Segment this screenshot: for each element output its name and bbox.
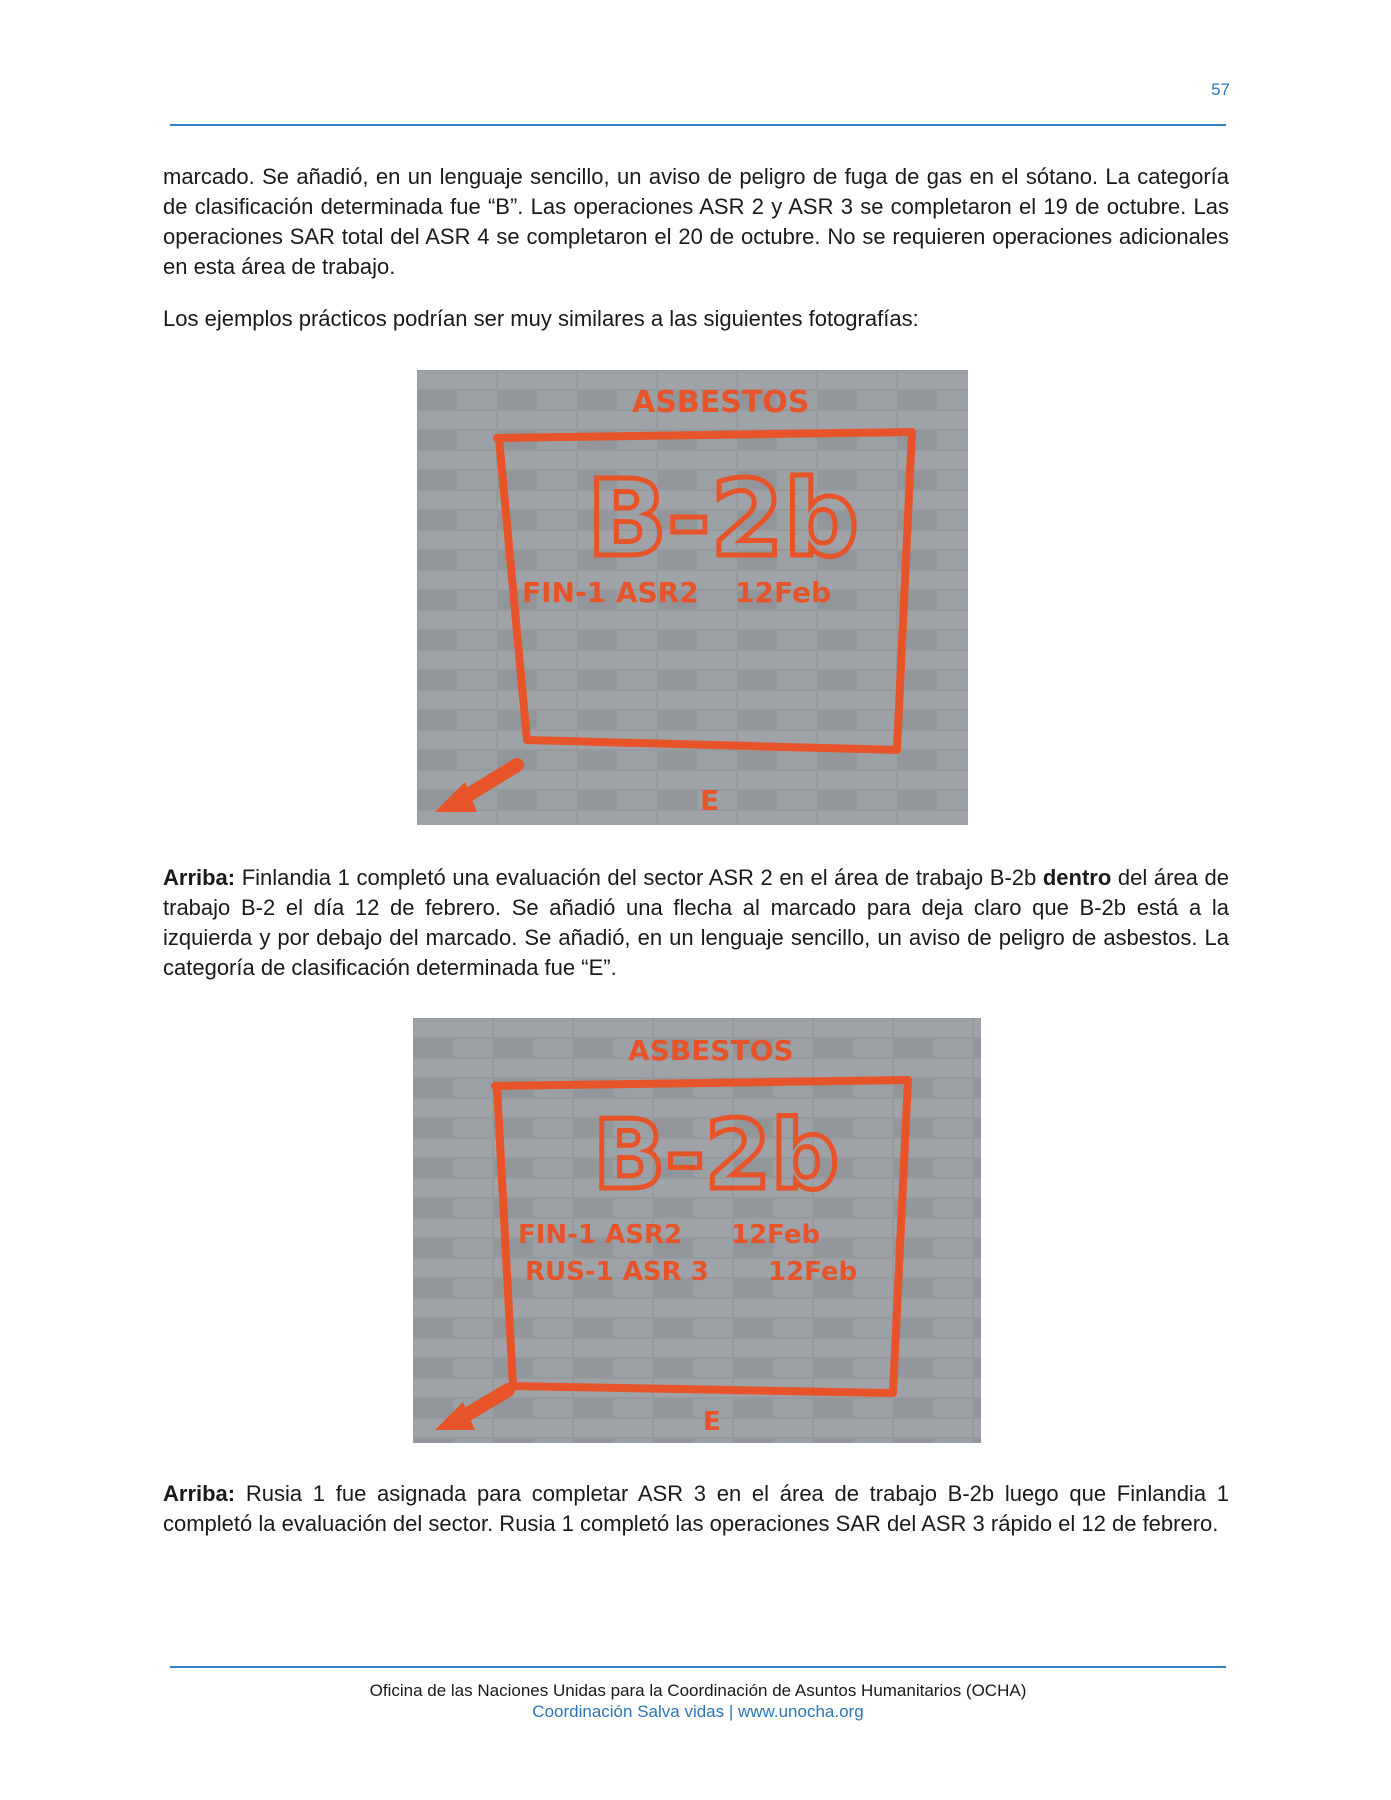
paragraph-intro: marcado. Se añadió, en un lenguaje sencillo, un aviso de peligro de fuga de gas en el sótano. La categoría de clasificación determinada fue “B”. Las operaciones ASR 2 y ASR 3 se completaron el 19 de octubre. Las operaciones SAR total del ASR 4 se completaron el 20 de octubre. No se requieren operaciones adicionales en esta área de trabajo.: [163, 164, 1229, 279]
caption-text: del área de trabajo B-2 el día 12 de febrero. Se añadió una flecha al marcado para deja claro que B-2b está a la izquierda y por debajo del marcado. Se añadió, en un lenguaje sencillo, un aviso de peligro de asbestos. La categoría de clasificación determinada fue “E”.: [163, 865, 1229, 980]
caption-lead: Arriba:: [163, 865, 236, 890]
hazard-label: ASBESTOS: [632, 385, 810, 420]
photo-marking-fin1: [417, 370, 968, 825]
area-label: B-2b: [587, 458, 859, 580]
footer-tagline-link[interactable]: Coordinación Salva vidas | www.unocha.org: [532, 1702, 864, 1721]
category-label: E: [700, 784, 720, 817]
header-divider: [170, 124, 1226, 126]
caption-text: Finlandia 1 completó una evaluación del sector ASR 2 en el área de trabajo B-2b: [235, 865, 1043, 890]
paragraph-caption-1: [163, 863, 1229, 983]
area-label: B-2b: [593, 1101, 839, 1211]
paragraph-caption-2: [163, 1479, 1229, 1539]
team-label: FIN-1 ASR2: [518, 1220, 683, 1250]
page-number: 57: [1211, 80, 1230, 99]
photo-marking-rus1: [413, 1018, 981, 1443]
team-label: RUS-1 ASR 3: [525, 1257, 709, 1287]
category-label: E: [703, 1407, 721, 1437]
hazard-label: ASBESTOS: [628, 1034, 794, 1067]
team-label: FIN-1 ASR2: [522, 576, 699, 609]
date-label: 12Feb: [735, 576, 831, 609]
caption-text: Rusia 1 fue asignada para completar ASR 3 en el área de trabajo B-2b luego que Finlandia 1 completó la evaluación del sector. Rusia 1 completó las operaciones SAR del ASR 3 rápido el 12 de febrero.: [163, 1481, 1229, 1536]
caption-lead: Arriba:: [163, 1481, 236, 1506]
footer-divider: [170, 1666, 1226, 1668]
caption-emphasis: dentro: [1042, 865, 1112, 890]
paragraph-examples: Los ejemplos prácticos podrían ser muy similares a las siguientes fotografías:: [163, 306, 919, 331]
date-label: 12Feb: [768, 1257, 858, 1287]
footer-organization: Oficina de las Naciones Unidas para la Coordinación de Asuntos Humanitarios (OCHA): [369, 1681, 1027, 1700]
date-label: 12Feb: [731, 1220, 821, 1250]
